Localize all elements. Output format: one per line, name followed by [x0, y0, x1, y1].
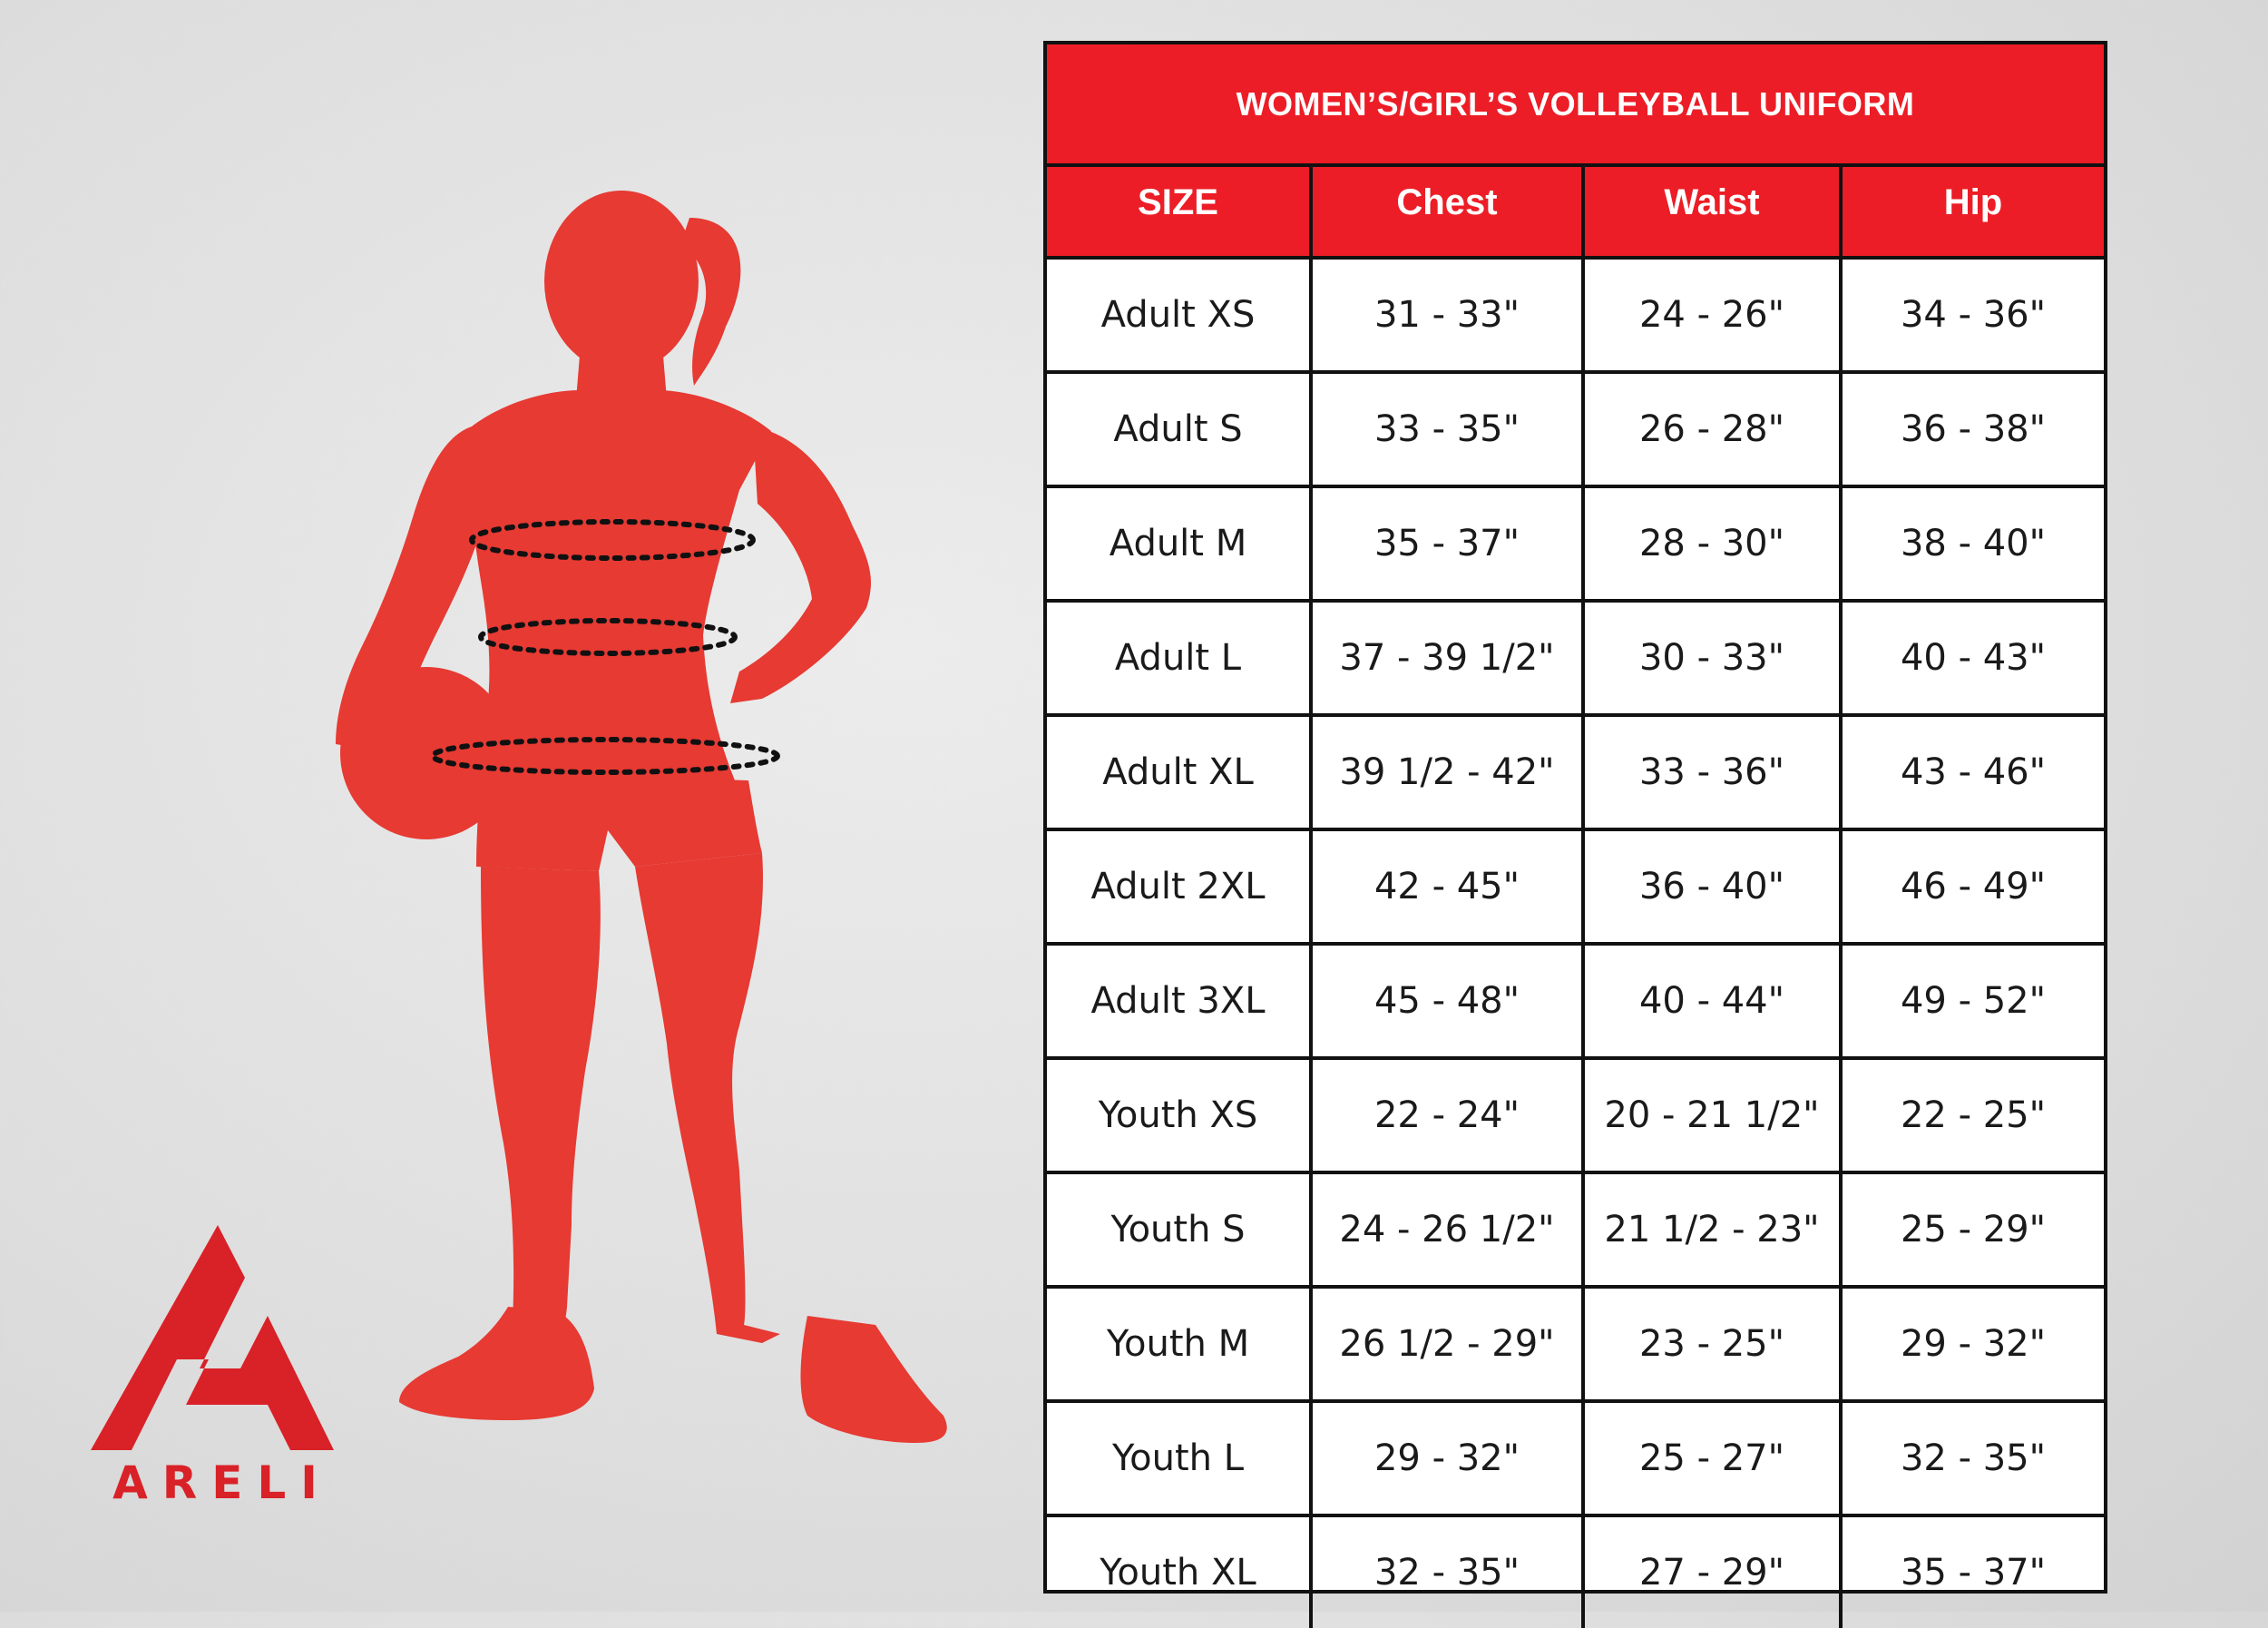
waist-cell: 20 - 21 1/2" — [1583, 1058, 1841, 1172]
chart-title: WOMEN’S/GIRL’S VOLLEYBALL UNIFORM — [1047, 44, 2104, 167]
hip-cell: 29 - 32" — [1841, 1287, 2104, 1401]
header-row — [1047, 167, 2104, 258]
chest-cell: 26 1/2 - 29" — [1311, 1287, 1583, 1401]
size-cell: Adult 2XL — [1047, 829, 1311, 944]
hip-cell: 43 - 46" — [1841, 715, 2104, 829]
table-row — [1047, 1058, 2104, 1172]
header-hip: Hip — [1841, 167, 2104, 258]
size-cell: Youth M — [1047, 1287, 1311, 1401]
chest-cell: 37 - 39 1/2" — [1311, 601, 1583, 715]
size-table — [1047, 167, 2104, 1628]
header-waist: Waist — [1583, 167, 1841, 258]
size-cell: Adult XS — [1047, 258, 1311, 372]
hip-cell: 34 - 36" — [1841, 258, 2104, 372]
size-cell: Adult M — [1047, 486, 1311, 601]
size-cell: Adult S — [1047, 372, 1311, 486]
table-row — [1047, 715, 2104, 829]
waist-cell: 24 - 26" — [1583, 258, 1841, 372]
table-row — [1047, 1172, 2104, 1287]
waist-cell: 25 - 27" — [1583, 1401, 1841, 1515]
table-row — [1047, 372, 2104, 486]
table-row — [1047, 1287, 2104, 1401]
volleyball-player-silhouette-icon — [308, 181, 962, 1479]
header-chest: Chest — [1311, 167, 1583, 258]
waist-cell: 40 - 44" — [1583, 944, 1841, 1058]
brand-name: ARELI — [112, 1456, 332, 1509]
waist-cell: 36 - 40" — [1583, 829, 1841, 944]
hip-cell: 49 - 52" — [1841, 944, 2104, 1058]
table-row — [1047, 1515, 2104, 1628]
size-chart — [1043, 41, 2107, 1594]
size-cell: Adult 3XL — [1047, 944, 1311, 1058]
hip-cell: 46 - 49" — [1841, 829, 2104, 944]
hip-cell: 32 - 35" — [1841, 1401, 2104, 1515]
chest-cell: 29 - 32" — [1311, 1401, 1583, 1515]
chest-cell: 33 - 35" — [1311, 372, 1583, 486]
chest-cell: 32 - 35" — [1311, 1515, 1583, 1628]
waist-cell: 23 - 25" — [1583, 1287, 1841, 1401]
waist-cell: 28 - 30" — [1583, 486, 1841, 601]
waist-cell: 27 - 29" — [1583, 1515, 1841, 1628]
chest-cell: 42 - 45" — [1311, 829, 1583, 944]
size-cell: Youth XL — [1047, 1515, 1311, 1628]
waist-cell: 33 - 36" — [1583, 715, 1841, 829]
table-row — [1047, 258, 2104, 372]
chest-cell: 24 - 26 1/2" — [1311, 1172, 1583, 1287]
header-size: SIZE — [1047, 167, 1311, 258]
waist-cell: 30 - 33" — [1583, 601, 1841, 715]
hip-cell: 38 - 40" — [1841, 486, 2104, 601]
table-row — [1047, 1401, 2104, 1515]
size-cell: Adult XL — [1047, 715, 1311, 829]
hip-cell: 35 - 37" — [1841, 1515, 2104, 1628]
hip-cell: 22 - 25" — [1841, 1058, 2104, 1172]
size-cell: Adult L — [1047, 601, 1311, 715]
waist-cell: 21 1/2 - 23" — [1583, 1172, 1841, 1287]
chest-cell: 45 - 48" — [1311, 944, 1583, 1058]
chest-cell: 22 - 24" — [1311, 1058, 1583, 1172]
size-cell: Youth XS — [1047, 1058, 1311, 1172]
table-row — [1047, 486, 2104, 601]
table-row — [1047, 829, 2104, 944]
chest-cell: 35 - 37" — [1311, 486, 1583, 601]
areli-logo-icon — [91, 1225, 354, 1452]
hip-cell: 40 - 43" — [1841, 601, 2104, 715]
hip-cell: 36 - 38" — [1841, 372, 2104, 486]
waist-cell: 26 - 28" — [1583, 372, 1841, 486]
chest-cell: 39 1/2 - 42" — [1311, 715, 1583, 829]
table-row — [1047, 601, 2104, 715]
chest-cell: 31 - 33" — [1311, 258, 1583, 372]
size-cell: Youth L — [1047, 1401, 1311, 1515]
brand-logo — [91, 1225, 354, 1509]
hip-cell: 25 - 29" — [1841, 1172, 2104, 1287]
size-cell: Youth S — [1047, 1172, 1311, 1287]
table-row — [1047, 944, 2104, 1058]
